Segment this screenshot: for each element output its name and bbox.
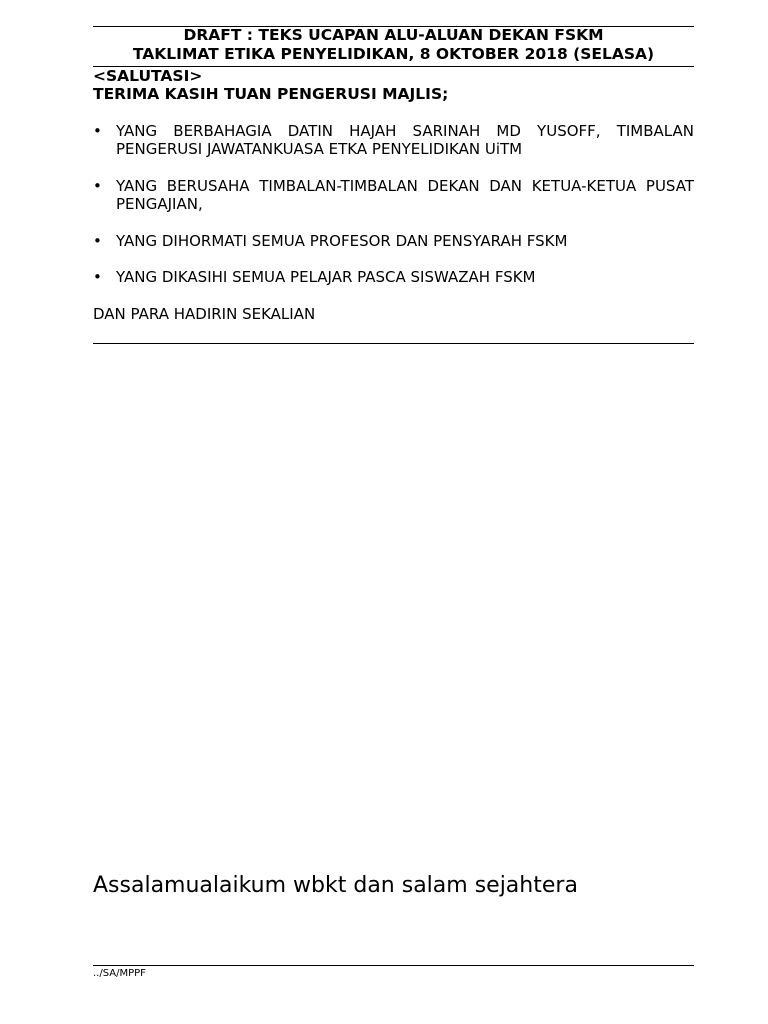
footer-reference: ../SA/MPPF — [93, 968, 146, 979]
list-item — [93, 269, 694, 287]
salutation-opening: TERIMA KASIH TUAN PENGERUSI MAJLIS; — [93, 85, 449, 103]
list-item — [93, 123, 694, 158]
bullet-icon: • — [93, 268, 102, 286]
salutation-label: <SALUTASI> — [93, 67, 203, 85]
bullet-icon: • — [93, 122, 102, 140]
list-item-text: YANG DIHORMATI SEMUA PROFESOR DAN PENSYARAH FSKM — [116, 232, 568, 250]
bullet-icon: • — [93, 232, 102, 250]
list-item-text: YANG DIKASIHI SEMUA PELAJAR PASCA SISWAZAH FSKM — [116, 268, 536, 286]
bullet-icon: • — [93, 177, 102, 195]
section-rule — [93, 343, 694, 344]
greeting-text: Assalamualaikum wbkt dan salam sejahtera — [93, 873, 578, 898]
footer-rule — [93, 965, 694, 966]
document-title: DRAFT : TEKS UCAPAN ALU-ALUAN DEKAN FSKM — [183, 26, 604, 44]
list-item-text: YANG BERUSAHA TIMBALAN-TIMBALAN DEKAN DAN KETUA-KETUA PUSAT PENGAJIAN, — [116, 177, 694, 213]
list-item — [93, 233, 694, 251]
closing-line: DAN PARA HADIRIN SEKALIAN — [93, 305, 316, 323]
list-item-text: YANG BERBAHAGIA DATIN HAJAH SARINAH MD YUSOFF, TIMBALAN PENGERUSI JAWATANKUASA ETKA PENYELIDIKAN UiTM — [116, 122, 694, 158]
list-item — [93, 178, 694, 213]
document-subtitle: TAKLIMAT ETIKA PENYELIDIKAN, 8 OKTOBER 2018 (SELASA) — [132, 45, 655, 63]
